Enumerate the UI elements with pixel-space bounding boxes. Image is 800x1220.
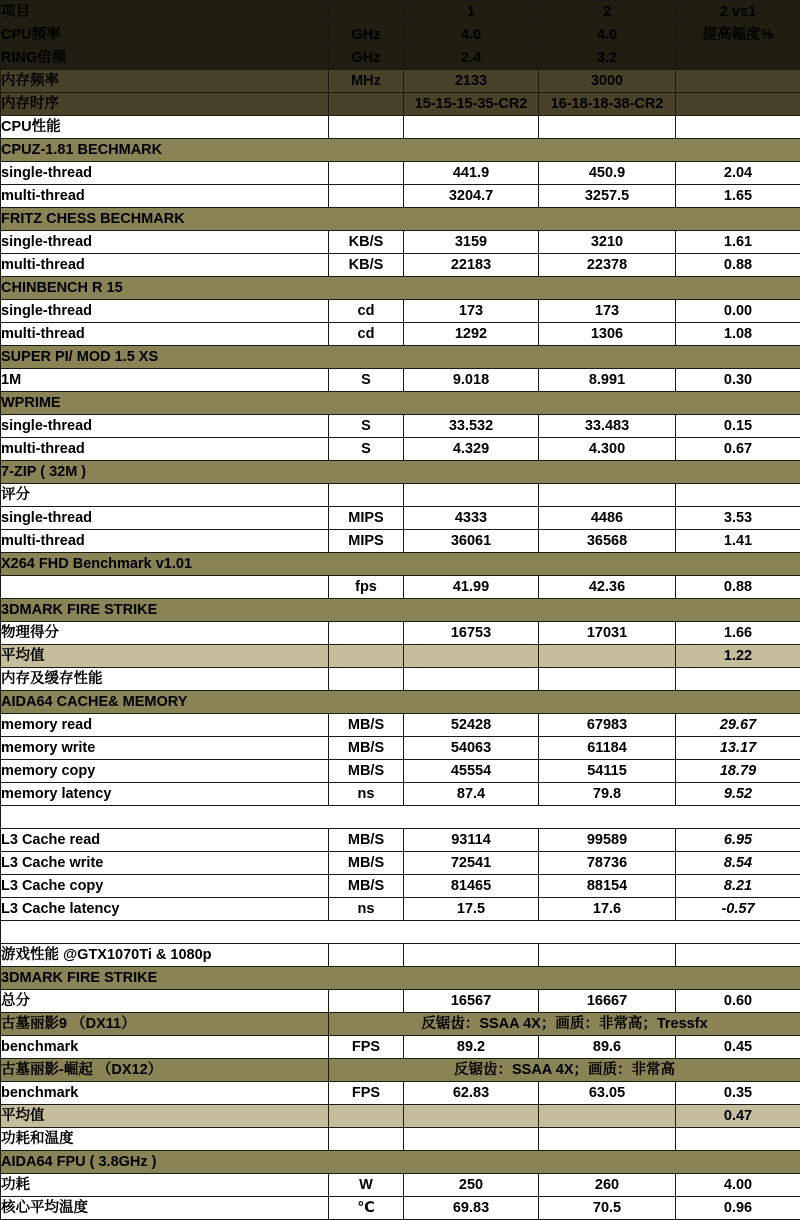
table-row [1, 852, 800, 875]
row-label-cell: memory write [1, 737, 329, 760]
value-config1-cell: 93114 [404, 829, 539, 852]
section-header-cell: CPUZ-1.81 BECHMARK [1, 139, 800, 162]
unit-cell: FPS [329, 1036, 404, 1059]
value-config2-cell: 17.6 [539, 898, 676, 921]
table-row [1, 1105, 800, 1128]
value-config1-cell [404, 645, 539, 668]
delta-percent-cell: 0.15 [676, 415, 800, 438]
value-config1-cell: 15-15-15-35-CR2 [404, 93, 539, 116]
value-config2-cell: 42.36 [539, 576, 676, 599]
table-row [1, 139, 800, 162]
unit-cell [329, 162, 404, 185]
unit-cell: S [329, 438, 404, 461]
table-row [1, 967, 800, 990]
value-config2-cell: 36568 [539, 530, 676, 553]
section-header-cell: WPRIME [1, 392, 800, 415]
value-config1-cell: 72541 [404, 852, 539, 875]
value-config1-cell: 16753 [404, 622, 539, 645]
delta-percent-cell: 1.61 [676, 231, 800, 254]
table-row [1, 47, 800, 70]
delta-percent-cell: 3.53 [676, 507, 800, 530]
value-config1-cell: 1292 [404, 323, 539, 346]
group-caption-cell: CPU性能 [1, 116, 329, 139]
table-row [1, 254, 800, 277]
value-config2-cell: 1306 [539, 323, 676, 346]
value-config2-cell: 22378 [539, 254, 676, 277]
unit-cell: MIPS [329, 507, 404, 530]
value-config2-cell: 4.300 [539, 438, 676, 461]
table-row [1, 277, 800, 300]
unit-cell: MB/S [329, 760, 404, 783]
row-label-cell: L3 Cache read [1, 829, 329, 852]
value-config1-cell: 4.0 [404, 24, 539, 47]
value-config2-cell: 173 [539, 300, 676, 323]
unit-cell: MB/S [329, 737, 404, 760]
unit-cell: KB/S [329, 254, 404, 277]
delta-percent-cell: 13.17 [676, 737, 800, 760]
value-config1-cell: 33.532 [404, 415, 539, 438]
table-row [1, 300, 800, 323]
unit-cell [329, 93, 404, 116]
table-row [1, 93, 800, 116]
table-row [1, 185, 800, 208]
row-label-cell: multi-thread [1, 530, 329, 553]
delta-percent-cell: 0.67 [676, 438, 800, 461]
table-row [1, 1013, 800, 1036]
row-label-cell: 功耗 [1, 1174, 329, 1197]
unit-cell: W [329, 1174, 404, 1197]
value-config2-cell: 17031 [539, 622, 676, 645]
group-empty-cell [539, 668, 676, 691]
unit-cell [329, 484, 404, 507]
unit-cell: MB/S [329, 829, 404, 852]
table-row [1, 231, 800, 254]
group-empty-cell [329, 1128, 404, 1151]
value-config1-cell: 3159 [404, 231, 539, 254]
value-config2-cell: 54115 [539, 760, 676, 783]
value-config2-cell: 2 [539, 1, 676, 24]
row-label-cell: multi-thread [1, 185, 329, 208]
group-empty-cell [676, 944, 800, 967]
row-label-cell: single-thread [1, 162, 329, 185]
value-config2-cell: 3000 [539, 70, 676, 93]
table-row [1, 438, 800, 461]
value-config1-cell: 89.2 [404, 1036, 539, 1059]
table-row [1, 346, 800, 369]
value-config1-cell: 4.329 [404, 438, 539, 461]
value-config2-cell: 33.483 [539, 415, 676, 438]
value-config2-cell: 70.5 [539, 1197, 676, 1220]
section-header-cell: 7-ZIP ( 32M ) [1, 461, 800, 484]
delta-percent-cell: -0.57 [676, 898, 800, 921]
group-empty-cell [539, 944, 676, 967]
row-label-cell: single-thread [1, 231, 329, 254]
game-title-cell: 古墓丽影-崛起 （DX12） [1, 1059, 329, 1082]
delta-percent-cell: 6.95 [676, 829, 800, 852]
value-config1-cell: 16567 [404, 990, 539, 1013]
delta-percent-cell: 0.45 [676, 1036, 800, 1059]
delta-percent-cell [676, 47, 800, 70]
row-label-cell: L3 Cache write [1, 852, 329, 875]
table-row [1, 1174, 800, 1197]
table-row [1, 806, 800, 829]
row-label-cell: 平均值 [1, 645, 329, 668]
table-row [1, 921, 800, 944]
row-label-cell: memory latency [1, 783, 329, 806]
unit-cell [329, 1, 404, 24]
unit-cell: fps [329, 576, 404, 599]
row-label-cell: RING倍频 [1, 47, 329, 70]
value-config2-cell: 450.9 [539, 162, 676, 185]
delta-percent-cell [676, 484, 800, 507]
value-config1-cell: 17.5 [404, 898, 539, 921]
table-row [1, 783, 800, 806]
unit-cell: ns [329, 783, 404, 806]
value-config2-cell: 61184 [539, 737, 676, 760]
spacer-cell [1, 806, 800, 829]
unit-cell: MIPS [329, 530, 404, 553]
value-config2-cell [539, 484, 676, 507]
group-empty-cell [404, 1128, 539, 1151]
delta-percent-cell: 0.35 [676, 1082, 800, 1105]
delta-percent-cell: 18.79 [676, 760, 800, 783]
value-config2-cell: 260 [539, 1174, 676, 1197]
row-label-cell: multi-thread [1, 254, 329, 277]
delta-percent-cell: 8.21 [676, 875, 800, 898]
unit-cell: FPS [329, 1082, 404, 1105]
table-row [1, 507, 800, 530]
table-row [1, 576, 800, 599]
value-config1-cell [404, 1105, 539, 1128]
row-label-cell: single-thread [1, 415, 329, 438]
unit-cell: cd [329, 323, 404, 346]
delta-percent-cell: 8.54 [676, 852, 800, 875]
value-config2-cell: 79.8 [539, 783, 676, 806]
table-row [1, 323, 800, 346]
row-label-cell: multi-thread [1, 323, 329, 346]
unit-cell: ns [329, 898, 404, 921]
unit-cell [329, 185, 404, 208]
delta-percent-cell: 1.65 [676, 185, 800, 208]
value-config2-cell: 63.05 [539, 1082, 676, 1105]
delta-percent-cell: 1.22 [676, 645, 800, 668]
row-label-cell: single-thread [1, 507, 329, 530]
table-row [1, 1, 800, 24]
unit-cell: GHz [329, 47, 404, 70]
value-config1-cell: 54063 [404, 737, 539, 760]
row-label-cell: 内存时序 [1, 93, 329, 116]
delta-percent-cell: 0.47 [676, 1105, 800, 1128]
section-header-cell: 3DMARK FIRE STRIKE [1, 599, 800, 622]
value-config2-cell: 89.6 [539, 1036, 676, 1059]
group-empty-cell [404, 668, 539, 691]
value-config1-cell: 22183 [404, 254, 539, 277]
value-config1-cell: 3204.7 [404, 185, 539, 208]
unit-cell [329, 990, 404, 1013]
group-empty-cell [329, 116, 404, 139]
row-label-cell: 平均值 [1, 1105, 329, 1128]
group-empty-cell [329, 944, 404, 967]
table-row [1, 898, 800, 921]
delta-percent-cell: 4.00 [676, 1174, 800, 1197]
row-label-cell: memory read [1, 714, 329, 737]
unit-cell: S [329, 369, 404, 392]
value-config1-cell: 52428 [404, 714, 539, 737]
value-config2-cell: 99589 [539, 829, 676, 852]
value-config1-cell [404, 484, 539, 507]
row-label-cell: 物理得分 [1, 622, 329, 645]
table-row [1, 668, 800, 691]
value-config1-cell: 441.9 [404, 162, 539, 185]
value-config1-cell: 2133 [404, 70, 539, 93]
value-config2-cell [539, 1105, 676, 1128]
delta-percent-cell: 0.00 [676, 300, 800, 323]
row-label-cell: 评分 [1, 484, 329, 507]
unit-cell [329, 1105, 404, 1128]
value-config1-cell: 1 [404, 1, 539, 24]
section-header-cell: AIDA64 CACHE& MEMORY [1, 691, 800, 714]
table-row [1, 599, 800, 622]
value-config2-cell [539, 645, 676, 668]
group-empty-cell [539, 116, 676, 139]
table-row [1, 1036, 800, 1059]
table-row [1, 369, 800, 392]
delta-percent-cell: 9.52 [676, 783, 800, 806]
table-row [1, 461, 800, 484]
group-empty-cell [676, 1128, 800, 1151]
table-row [1, 622, 800, 645]
unit-cell [329, 622, 404, 645]
group-empty-cell [404, 944, 539, 967]
group-empty-cell [539, 1128, 676, 1151]
value-config1-cell: 250 [404, 1174, 539, 1197]
table-row [1, 553, 800, 576]
game-settings-cell: 反锯齿：SSAA 4X；画质：非常高；Tressfx [329, 1013, 800, 1036]
table-row [1, 1151, 800, 1174]
value-config2-cell: 4.0 [539, 24, 676, 47]
game-title-cell: 古墓丽影9 （DX11） [1, 1013, 329, 1036]
delta-percent-cell: 2 vs1 [676, 1, 800, 24]
group-empty-cell [676, 668, 800, 691]
section-header-cell: SUPER PI/ MOD 1.5 XS [1, 346, 800, 369]
row-label-cell: 1M [1, 369, 329, 392]
row-label-cell: 核心平均温度 [1, 1197, 329, 1220]
delta-percent-cell: 2.04 [676, 162, 800, 185]
delta-percent-cell: 1.41 [676, 530, 800, 553]
table-row [1, 1059, 800, 1082]
table-row [1, 714, 800, 737]
group-caption-cell: 功耗和温度 [1, 1128, 329, 1151]
table-row [1, 944, 800, 967]
unit-cell: MHz [329, 70, 404, 93]
row-label-cell [1, 576, 329, 599]
table-row [1, 162, 800, 185]
value-config2-cell: 88154 [539, 875, 676, 898]
row-label-cell: single-thread [1, 300, 329, 323]
group-empty-cell [676, 116, 800, 139]
benchmark-table-body [1, 1, 800, 1220]
unit-cell: MB/S [329, 714, 404, 737]
value-config2-cell: 4486 [539, 507, 676, 530]
delta-percent-cell: 提高幅度% [676, 24, 800, 47]
value-config2-cell: 3.2 [539, 47, 676, 70]
delta-percent-cell: 0.96 [676, 1197, 800, 1220]
row-label-cell: benchmark [1, 1036, 329, 1059]
value-config1-cell: 36061 [404, 530, 539, 553]
delta-percent-cell [676, 93, 800, 116]
value-config1-cell: 2.4 [404, 47, 539, 70]
value-config1-cell: 87.4 [404, 783, 539, 806]
table-row [1, 415, 800, 438]
value-config2-cell: 67983 [539, 714, 676, 737]
value-config1-cell: 4333 [404, 507, 539, 530]
table-row [1, 1128, 800, 1151]
section-header-cell: FRITZ CHESS BECHMARK [1, 208, 800, 231]
value-config2-cell: 3257.5 [539, 185, 676, 208]
row-label-cell: 项目 [1, 1, 329, 24]
delta-percent-cell: 1.66 [676, 622, 800, 645]
table-row [1, 70, 800, 93]
unit-cell [329, 645, 404, 668]
unit-cell: S [329, 415, 404, 438]
table-row [1, 645, 800, 668]
table-row [1, 691, 800, 714]
value-config1-cell: 45554 [404, 760, 539, 783]
group-empty-cell [329, 668, 404, 691]
table-row [1, 1197, 800, 1220]
table-row [1, 208, 800, 231]
table-row [1, 737, 800, 760]
group-caption-cell: 内存及缓存性能 [1, 668, 329, 691]
row-label-cell: 内存频率 [1, 70, 329, 93]
unit-cell: MB/S [329, 875, 404, 898]
table-row [1, 392, 800, 415]
group-caption-cell: 游戏性能 @GTX1070Ti & 1080p [1, 944, 329, 967]
delta-percent-cell [676, 70, 800, 93]
value-config1-cell: 173 [404, 300, 539, 323]
delta-percent-cell: 1.08 [676, 323, 800, 346]
unit-cell: cd [329, 300, 404, 323]
value-config2-cell: 3210 [539, 231, 676, 254]
unit-cell: GHz [329, 24, 404, 47]
table-row [1, 1082, 800, 1105]
spacer-cell [1, 921, 800, 944]
table-row [1, 530, 800, 553]
row-label-cell: CPU频率 [1, 24, 329, 47]
value-config1-cell: 62.83 [404, 1082, 539, 1105]
delta-percent-cell: 29.67 [676, 714, 800, 737]
section-header-cell: CHINBENCH R 15 [1, 277, 800, 300]
unit-cell: KB/S [329, 231, 404, 254]
unit-cell: ℃ [329, 1197, 404, 1220]
delta-percent-cell: 0.88 [676, 576, 800, 599]
section-header-cell: X264 FHD Benchmark v1.01 [1, 553, 800, 576]
value-config2-cell: 16667 [539, 990, 676, 1013]
row-label-cell: benchmark [1, 1082, 329, 1105]
value-config1-cell: 9.018 [404, 369, 539, 392]
table-row [1, 24, 800, 47]
group-empty-cell [404, 116, 539, 139]
unit-cell: MB/S [329, 852, 404, 875]
value-config2-cell: 78736 [539, 852, 676, 875]
table-row [1, 990, 800, 1013]
row-label-cell: L3 Cache copy [1, 875, 329, 898]
value-config1-cell: 69.83 [404, 1197, 539, 1220]
table-row [1, 829, 800, 852]
value-config1-cell: 81465 [404, 875, 539, 898]
row-label-cell: memory copy [1, 760, 329, 783]
delta-percent-cell: 0.30 [676, 369, 800, 392]
table-row [1, 116, 800, 139]
delta-percent-cell: 0.88 [676, 254, 800, 277]
row-label-cell: L3 Cache latency [1, 898, 329, 921]
row-label-cell: 总分 [1, 990, 329, 1013]
section-header-cell: 3DMARK FIRE STRIKE [1, 967, 800, 990]
value-config1-cell: 41.99 [404, 576, 539, 599]
table-row [1, 760, 800, 783]
section-header-cell: AIDA64 FPU ( 3.8GHz ) [1, 1151, 800, 1174]
delta-percent-cell: 0.60 [676, 990, 800, 1013]
row-label-cell: multi-thread [1, 438, 329, 461]
table-row [1, 875, 800, 898]
value-config2-cell: 8.991 [539, 369, 676, 392]
value-config2-cell: 16-18-18-38-CR2 [539, 93, 676, 116]
table-row [1, 484, 800, 507]
game-settings-cell: 反锯齿：SSAA 4X；画质：非常高 [329, 1059, 800, 1082]
